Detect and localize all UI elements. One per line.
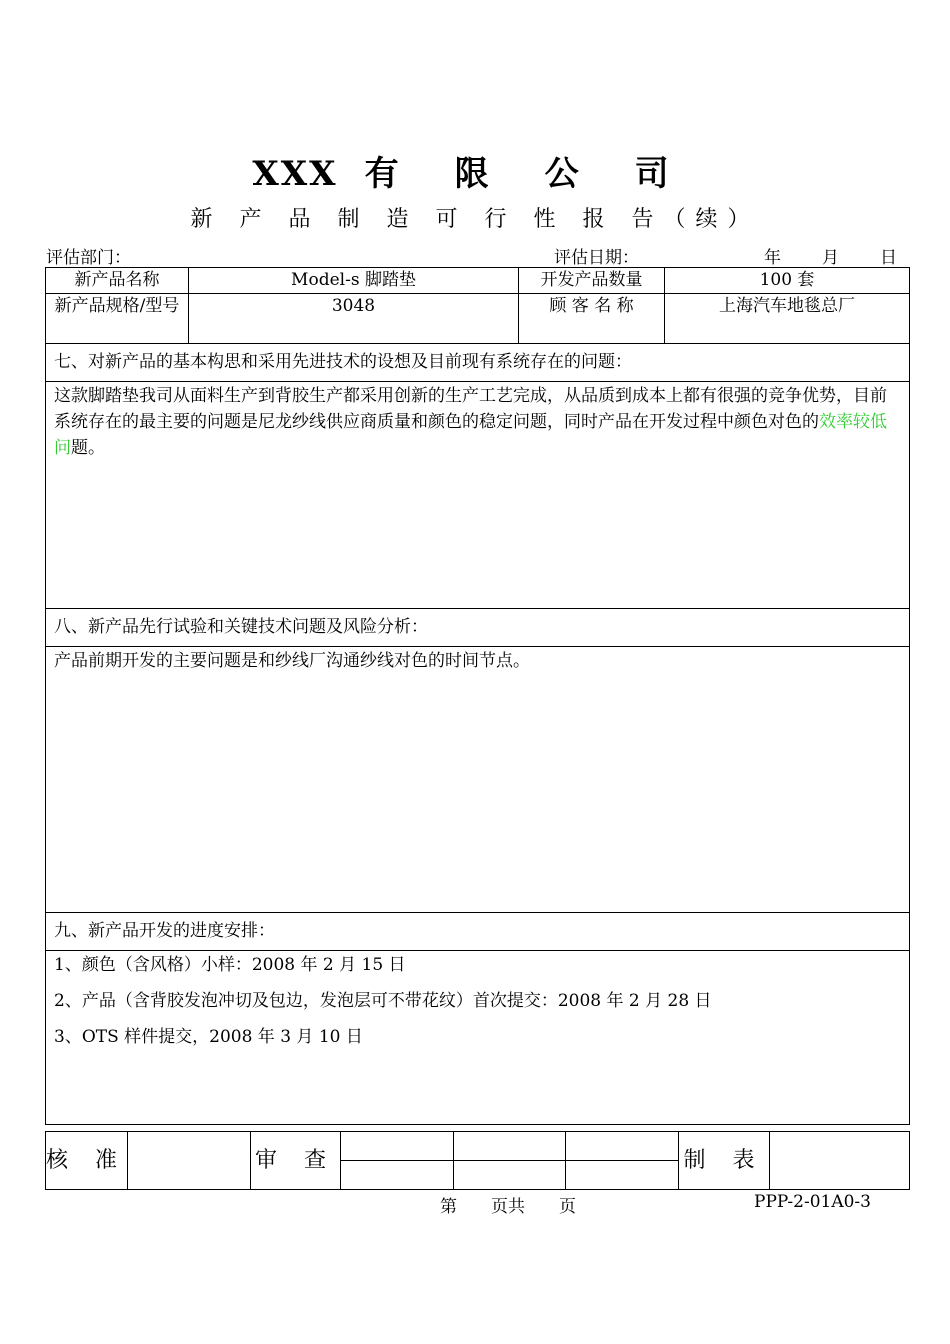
company-name-part: 司: [634, 154, 671, 194]
review-signature-cell: [454, 1132, 566, 1190]
dev-quantity-value: 100 套: [665, 268, 910, 294]
section-9-content: [46, 951, 910, 1125]
product-spec-label: 新产品规格/型号: [46, 294, 189, 344]
customer-name-label: 顾 客 名 称: [519, 294, 665, 344]
schedule-item: 2、产品（含背胶发泡冲切及包边，发泡层可不带花纹）首次提交：2008 年 2 月 28 日: [54, 991, 712, 1011]
product-name-label: 新产品名称: [46, 268, 189, 294]
dev-quantity-label: 开发产品数量: [519, 268, 665, 294]
signature-table: [45, 1131, 910, 1190]
report-table: [45, 267, 910, 1125]
section-7-text-end: 题。: [71, 438, 105, 458]
review-label: 审 查: [251, 1132, 341, 1190]
report-subtitle: 新 产 品 制 造 可 行 性 报 告（续）: [190, 207, 760, 232]
approve-label: 核 准: [46, 1132, 128, 1190]
document-code: PPP-2-01A0-3: [754, 1192, 871, 1212]
schedule-item: 3、OTS 样件提交，2008 年 3 月 10 日: [54, 1027, 363, 1047]
customer-name-value: 上海汽车地毯总厂: [665, 294, 910, 344]
company-name-part: 公: [544, 154, 581, 194]
product-spec-value: 3048: [189, 294, 519, 344]
page-number: 第 页共 页: [440, 1197, 576, 1217]
company-name-part: 有: [364, 154, 401, 194]
eval-date-label: 评估日期：: [554, 248, 639, 268]
date-day: 日: [880, 248, 897, 268]
review-signature-cell: [341, 1132, 454, 1190]
section-9-title: 九、新产品开发的进度安排：: [46, 913, 910, 951]
section-7-highlight: 效率较低问: [54, 412, 887, 458]
eval-dept-label: 评估部门：: [46, 248, 131, 268]
approve-signature-cell: [128, 1132, 251, 1190]
schedule-item: 1、颜色（含风格）小样：2008 年 2 月 15 日: [54, 955, 406, 975]
product-name-value: Model-s 脚踏垫: [189, 268, 519, 294]
section-7-title: 七、对新产品的基本构思和采用先进技术的设想及目前现有系统存在的问题：: [46, 344, 910, 382]
section-7-content: [46, 382, 910, 609]
section-8-title: 八、新产品先行试验和关键技术问题及风险分析：: [46, 609, 910, 647]
company-name-part: 限: [454, 154, 491, 194]
section-8-content: 产品前期开发的主要问题是和纱线厂沟通纱线对色的时间节点。: [46, 647, 910, 913]
section-7-text: 这款脚踏垫我司从面料生产到背胶生产都采用创新的生产工艺完成，从品质到成本上都有很强的竞争优势，目前系统存在的最主要的问题是尼龙纱线供应商质量和颜色的稳定问题，同时产品在开发过程中颜色对色的: [54, 386, 887, 432]
prepare-signature-cell: [770, 1132, 910, 1190]
company-title: [0, 146, 950, 195]
date-year: 年: [764, 248, 781, 268]
company-name-part: XXX: [252, 154, 338, 194]
date-month: 月: [822, 248, 839, 268]
review-signature-cell: [566, 1132, 679, 1190]
prepare-label: 制 表: [679, 1132, 770, 1190]
